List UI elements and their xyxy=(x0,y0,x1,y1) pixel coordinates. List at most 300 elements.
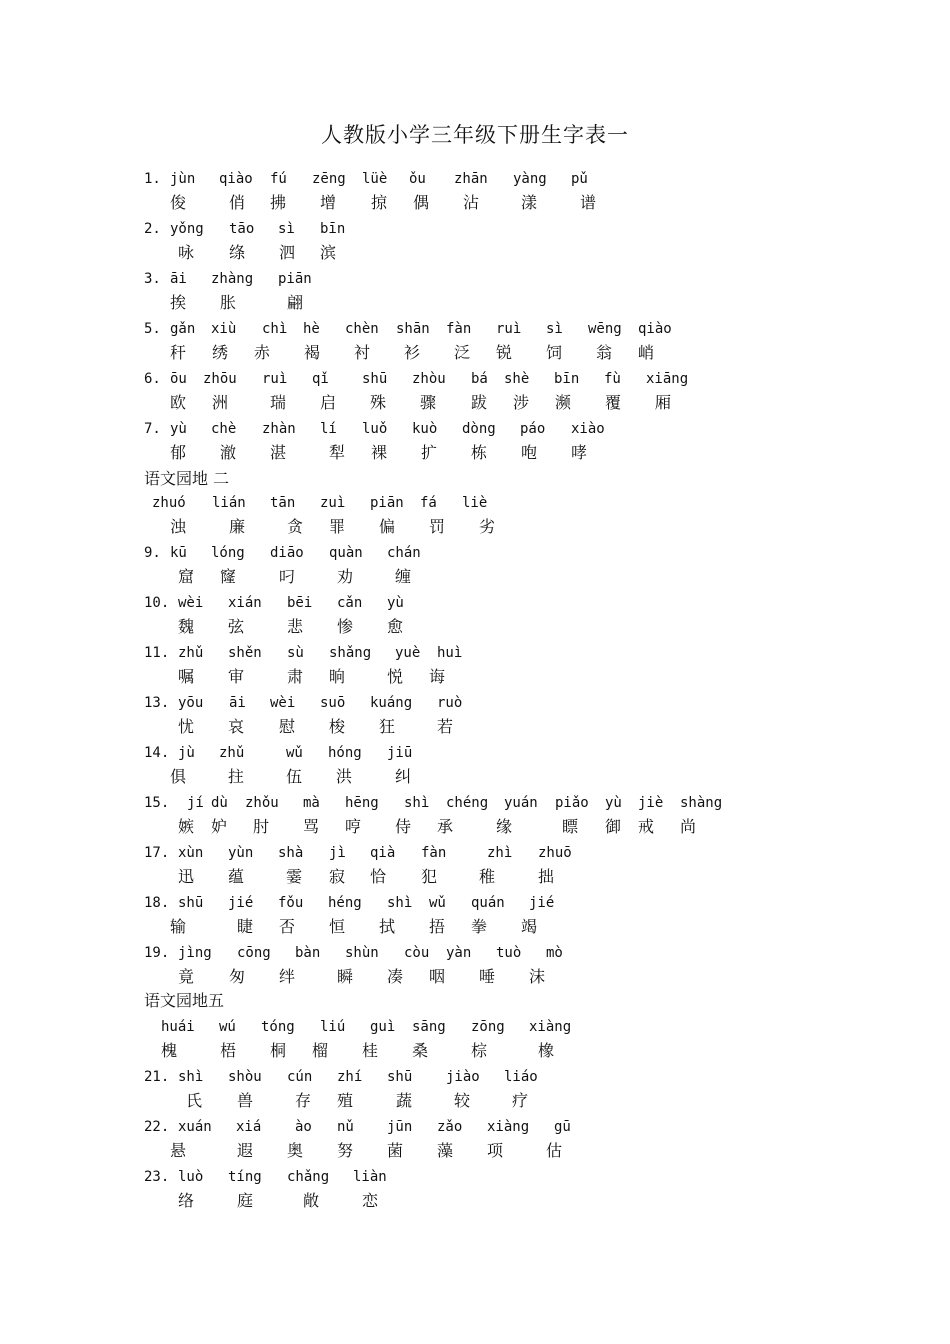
pinyin: wèi xyxy=(178,595,204,611)
character: 妒 xyxy=(211,817,228,836)
pinyin: jù xyxy=(178,745,195,761)
character-row xyxy=(0,1139,950,1163)
pinyin-row xyxy=(0,167,950,191)
pinyin: jiè xyxy=(638,795,664,811)
pinyin: guì xyxy=(370,1019,396,1035)
character: 翩 xyxy=(287,293,304,312)
pinyin-row xyxy=(0,317,950,341)
pinyin: piān xyxy=(278,271,312,287)
pinyin: kuò xyxy=(412,421,438,437)
pinyin: xiá xyxy=(236,1119,262,1135)
pinyin: ruì xyxy=(262,371,288,387)
lesson-number: 10. xyxy=(144,595,170,611)
pinyin-row xyxy=(0,841,950,865)
pinyin: sāng xyxy=(412,1019,446,1035)
pinyin: zhì xyxy=(487,845,513,861)
character: 殖 xyxy=(337,1091,354,1110)
character: 廉 xyxy=(229,517,246,536)
pinyin: shì xyxy=(404,795,430,811)
character: 厢 xyxy=(655,393,672,412)
pinyin: fú xyxy=(270,171,287,187)
character-row xyxy=(0,191,950,215)
character: 衬 xyxy=(354,343,371,362)
character: 努 xyxy=(337,1141,354,1160)
character: 瑞 xyxy=(270,393,287,412)
character: 魏 xyxy=(178,617,195,636)
pinyin: pǔ xyxy=(571,171,588,187)
character: 存 xyxy=(295,1091,312,1110)
character: 拙 xyxy=(538,867,555,886)
pinyin: fá xyxy=(420,495,437,511)
pinyin-row xyxy=(0,1165,950,1189)
pinyin: xiāng xyxy=(646,371,689,387)
pinyin: suō xyxy=(320,695,346,711)
character: 捂 xyxy=(429,917,446,936)
pinyin: zhān xyxy=(454,171,488,187)
pinyin: yuè xyxy=(395,645,421,661)
pinyin: wǔ xyxy=(286,745,303,761)
pinyin: zhǒu xyxy=(245,795,279,811)
pinyin: tuò xyxy=(496,945,522,961)
section-title: 语文园地 二 xyxy=(144,469,230,488)
pinyin: shì xyxy=(178,1069,204,1085)
character: 棕 xyxy=(471,1041,488,1060)
character: 绣 xyxy=(212,343,229,362)
character-row xyxy=(0,665,950,689)
pinyin: hóng xyxy=(328,745,362,761)
character-row xyxy=(0,615,950,639)
pinyin: xiù xyxy=(211,321,237,337)
pinyin: shòu xyxy=(228,1069,262,1085)
pinyin: sì xyxy=(546,321,563,337)
pinyin: tóng xyxy=(261,1019,295,1035)
pinyin: luò xyxy=(178,1169,204,1185)
lesson-number: 19. xyxy=(144,945,170,961)
pinyin: páo xyxy=(520,421,546,437)
pinyin: yù xyxy=(170,421,187,437)
character: 惨 xyxy=(337,617,354,636)
character: 蔬 xyxy=(396,1091,413,1110)
character: 承 xyxy=(437,817,454,836)
character: 叼 xyxy=(279,567,296,586)
pinyin: qià xyxy=(370,845,396,861)
pinyin: lüè xyxy=(362,171,388,187)
character: 纠 xyxy=(395,767,412,786)
character: 迅 xyxy=(178,867,195,886)
pinyin: zhōu xyxy=(203,371,237,387)
pinyin: xùn xyxy=(178,845,204,861)
pinyin: wú xyxy=(219,1019,236,1035)
pinyin-row xyxy=(0,1015,950,1039)
character: 绊 xyxy=(279,967,296,986)
character: 庭 xyxy=(237,1191,254,1210)
character: 骂 xyxy=(303,817,320,836)
pinyin: zhǔ xyxy=(219,745,245,761)
character: 诲 xyxy=(429,667,446,686)
character-row xyxy=(0,715,950,739)
character: 慰 xyxy=(279,717,296,736)
pinyin: wǔ xyxy=(429,895,446,911)
pinyin: ào xyxy=(295,1119,312,1135)
pinyin: āi xyxy=(229,695,246,711)
character: 拭 xyxy=(379,917,396,936)
pinyin: yù xyxy=(387,595,404,611)
pinyin: chǎng xyxy=(287,1169,330,1185)
lesson-number: 13. xyxy=(144,695,170,711)
character: 审 xyxy=(228,667,245,686)
pinyin: shàng xyxy=(680,795,723,811)
character: 若 xyxy=(437,717,454,736)
pinyin: liàn xyxy=(353,1169,387,1185)
character: 哼 xyxy=(345,817,362,836)
character: 泛 xyxy=(454,343,471,362)
lesson-number: 6. xyxy=(144,371,161,387)
pinyin: qǐ xyxy=(312,371,329,387)
character: 窿 xyxy=(220,567,237,586)
pinyin: yàng xyxy=(513,171,547,187)
pinyin: nǔ xyxy=(337,1119,354,1135)
pinyin: còu xyxy=(404,945,430,961)
pinyin: shū xyxy=(178,895,204,911)
character: 项 xyxy=(487,1141,504,1160)
pinyin: xiào xyxy=(571,421,605,437)
character: 嫉 xyxy=(178,817,195,836)
character: 侍 xyxy=(395,817,412,836)
pinyin: cōng xyxy=(237,945,271,961)
character: 增 xyxy=(320,193,337,212)
character: 欧 xyxy=(170,393,187,412)
pinyin: sì xyxy=(278,221,295,237)
character: 郁 xyxy=(170,443,187,462)
pinyin: kuáng xyxy=(370,695,413,711)
character: 澈 xyxy=(220,443,237,462)
character: 胀 xyxy=(220,293,237,312)
pinyin: huì xyxy=(437,645,463,661)
pinyin-row xyxy=(0,941,950,965)
pinyin-row xyxy=(0,1065,950,1089)
character: 俏 xyxy=(229,193,246,212)
character: 稚 xyxy=(479,867,496,886)
character-row xyxy=(0,765,950,789)
pinyin: fàn xyxy=(421,845,447,861)
character: 悬 xyxy=(170,1141,187,1160)
character: 犁 xyxy=(329,443,346,462)
character: 嘱 xyxy=(178,667,195,686)
pinyin: bīn xyxy=(320,221,346,237)
pinyin-row xyxy=(0,741,950,765)
character: 偶 xyxy=(413,193,430,212)
pinyin: ruì xyxy=(496,321,522,337)
pinyin: xiàng xyxy=(487,1119,530,1135)
lesson-number: 23. xyxy=(144,1169,170,1185)
character: 翁 xyxy=(596,343,613,362)
pinyin-row xyxy=(0,591,950,615)
character: 谱 xyxy=(580,193,597,212)
character: 缠 xyxy=(395,567,412,586)
character: 沾 xyxy=(463,193,480,212)
character: 殊 xyxy=(370,393,387,412)
character: 赤 xyxy=(254,343,271,362)
character: 戒 xyxy=(638,817,655,836)
pinyin: dòng xyxy=(462,421,496,437)
pinyin: yùn xyxy=(228,845,254,861)
character: 竭 xyxy=(521,917,538,936)
character: 槐 xyxy=(161,1041,178,1060)
pinyin: zōng xyxy=(471,1019,505,1035)
pinyin: luǒ xyxy=(362,421,388,437)
character: 弦 xyxy=(228,617,245,636)
character: 滨 xyxy=(320,243,337,262)
character: 肘 xyxy=(253,817,270,836)
pinyin: shū xyxy=(362,371,388,387)
pinyin: zēng xyxy=(312,171,346,187)
character: 恰 xyxy=(370,867,387,886)
pinyin-row xyxy=(0,491,950,515)
character: 睫 xyxy=(237,917,254,936)
lesson-number: 3. xyxy=(144,271,161,287)
character: 涉 xyxy=(513,393,530,412)
pinyin: ōu xyxy=(170,371,187,387)
section-title: 语文园地五 xyxy=(144,991,225,1010)
character-row xyxy=(0,341,950,365)
lesson-number: 1. xyxy=(144,171,161,187)
character: 拄 xyxy=(228,767,245,786)
character: 劝 xyxy=(337,567,354,586)
pinyin: héng xyxy=(328,895,362,911)
character: 桑 xyxy=(412,1041,429,1060)
pinyin: jùn xyxy=(170,171,196,187)
pinyin: shān xyxy=(396,321,430,337)
section-heading xyxy=(0,989,950,1013)
lesson-number: 17. xyxy=(144,845,170,861)
character: 罪 xyxy=(329,517,346,536)
character: 栋 xyxy=(471,443,488,462)
pinyin: shì xyxy=(387,895,413,911)
pinyin: chéng xyxy=(446,795,489,811)
character: 伍 xyxy=(286,767,303,786)
pinyin: jì xyxy=(329,845,346,861)
character: 裸 xyxy=(371,443,388,462)
character: 洪 xyxy=(336,767,353,786)
character: 瞟 xyxy=(562,817,579,836)
pinyin: liú xyxy=(320,1019,346,1035)
character-row xyxy=(0,815,950,839)
pinyin: yuán xyxy=(504,795,538,811)
character: 兽 xyxy=(237,1091,254,1110)
character: 褐 xyxy=(304,343,321,362)
pinyin: shè xyxy=(504,371,530,387)
character: 疗 xyxy=(512,1091,529,1110)
character-row xyxy=(0,241,950,265)
character-row xyxy=(0,965,950,989)
pinyin: jūn xyxy=(387,1119,413,1135)
character: 橡 xyxy=(538,1041,555,1060)
character: 浊 xyxy=(170,517,187,536)
character: 恒 xyxy=(329,917,346,936)
page-title: 人教版小学三年级下册生字表一 xyxy=(321,123,629,147)
character: 饲 xyxy=(546,343,563,362)
character: 梭 xyxy=(329,717,346,736)
character: 氏 xyxy=(186,1091,203,1110)
character: 藻 xyxy=(437,1141,454,1160)
character-row xyxy=(0,1189,950,1213)
character: 狂 xyxy=(379,717,396,736)
pinyin: jié xyxy=(529,895,555,911)
pinyin: zhuō xyxy=(538,845,572,861)
pinyin: mà xyxy=(303,795,320,811)
pinyin: wēng xyxy=(588,321,622,337)
lesson-number: 11. xyxy=(144,645,170,661)
character: 唾 xyxy=(479,967,496,986)
character: 御 xyxy=(605,817,622,836)
pinyin: bá xyxy=(471,371,488,387)
character: 漾 xyxy=(521,193,538,212)
pinyin: hēng xyxy=(345,795,379,811)
pinyin: āi xyxy=(170,271,187,287)
character: 遐 xyxy=(237,1141,254,1160)
character: 悲 xyxy=(287,617,304,636)
character-row xyxy=(0,1089,950,1113)
pinyin: xuán xyxy=(178,1119,212,1135)
pinyin: lóng xyxy=(211,545,245,561)
pinyin: jìng xyxy=(178,945,212,961)
character: 哀 xyxy=(228,717,245,736)
pinyin-row xyxy=(0,1115,950,1139)
pinyin: piǎo xyxy=(555,795,589,811)
pinyin: liè xyxy=(462,495,488,511)
character: 俱 xyxy=(170,767,187,786)
pinyin-row xyxy=(0,541,950,565)
pinyin: shà xyxy=(278,845,304,861)
character: 菌 xyxy=(387,1141,404,1160)
pinyin: jié xyxy=(228,895,254,911)
character: 湛 xyxy=(270,443,287,462)
character: 绦 xyxy=(229,243,246,262)
pinyin: jí xyxy=(187,795,204,811)
pinyin: piān xyxy=(370,495,404,511)
pinyin: bīn xyxy=(554,371,580,387)
pinyin: fù xyxy=(604,371,621,387)
pinyin: jiào xyxy=(446,1069,480,1085)
character: 竟 xyxy=(178,967,195,986)
character: 锐 xyxy=(496,343,513,362)
character: 缘 xyxy=(496,817,513,836)
pinyin: qiào xyxy=(638,321,672,337)
pinyin: gū xyxy=(554,1119,571,1135)
pinyin: quàn xyxy=(329,545,363,561)
character: 挨 xyxy=(170,293,187,312)
pinyin-row xyxy=(0,791,950,815)
character: 启 xyxy=(320,393,337,412)
character: 峭 xyxy=(638,343,655,362)
character: 洲 xyxy=(212,393,229,412)
character-row xyxy=(0,441,950,465)
character: 咏 xyxy=(178,243,195,262)
pinyin: tāo xyxy=(229,221,255,237)
character: 扩 xyxy=(421,443,438,462)
character: 估 xyxy=(546,1141,563,1160)
character: 罚 xyxy=(429,517,446,536)
character: 窟 xyxy=(178,567,195,586)
pinyin: zhòu xyxy=(412,371,446,387)
character: 泗 xyxy=(279,243,296,262)
pinyin: liáo xyxy=(504,1069,538,1085)
lesson-number: 15. xyxy=(144,795,170,811)
pinyin: shǎng xyxy=(329,645,372,661)
character: 凑 xyxy=(387,967,404,986)
pinyin: diāo xyxy=(270,545,304,561)
pinyin: lí xyxy=(320,421,337,437)
character-row xyxy=(0,565,950,589)
pinyin: xiàng xyxy=(529,1019,572,1035)
pinyin-row xyxy=(0,417,950,441)
pinyin: zhàng xyxy=(211,271,254,287)
character: 桂 xyxy=(362,1041,379,1060)
character: 晌 xyxy=(329,667,346,686)
character: 濒 xyxy=(555,393,572,412)
character-row xyxy=(0,915,950,939)
character: 哮 xyxy=(571,443,588,462)
character: 衫 xyxy=(404,343,421,362)
pinyin-row xyxy=(0,891,950,915)
pinyin: cún xyxy=(287,1069,313,1085)
pinyin: ǒu xyxy=(409,171,426,187)
pinyin: zhí xyxy=(337,1069,363,1085)
pinyin: fàn xyxy=(446,321,472,337)
pinyin: yù xyxy=(605,795,622,811)
pinyin: xián xyxy=(228,595,262,611)
character: 输 xyxy=(170,917,187,936)
character: 否 xyxy=(279,917,296,936)
pinyin-row xyxy=(0,641,950,665)
lesson-number: 18. xyxy=(144,895,170,911)
pinyin: chèn xyxy=(345,321,379,337)
lesson-number: 5. xyxy=(144,321,161,337)
pinyin: zhǔ xyxy=(178,645,204,661)
character: 沫 xyxy=(529,967,546,986)
pinyin: shěn xyxy=(228,645,262,661)
character: 榴 xyxy=(312,1041,329,1060)
pinyin: yǒng xyxy=(170,221,204,237)
pinyin: gǎn xyxy=(170,321,196,337)
character: 寂 xyxy=(329,867,346,886)
character: 跋 xyxy=(471,393,488,412)
character: 瞬 xyxy=(337,967,354,986)
lesson-number: 21. xyxy=(144,1069,170,1085)
lesson-number: 22. xyxy=(144,1119,170,1135)
pinyin: chè xyxy=(211,421,237,437)
lesson-number: 9. xyxy=(144,545,161,561)
character: 恋 xyxy=(362,1191,379,1210)
character: 悦 xyxy=(387,667,404,686)
lesson-number: 14. xyxy=(144,745,170,761)
character: 拂 xyxy=(270,193,287,212)
lesson-number: 2. xyxy=(144,221,161,237)
pinyin: shū xyxy=(387,1069,413,1085)
pinyin: dù xyxy=(211,795,228,811)
pinyin: zuì xyxy=(320,495,346,511)
character: 奥 xyxy=(287,1141,304,1160)
character: 俊 xyxy=(170,193,187,212)
pinyin: zhuó xyxy=(152,495,186,511)
character: 覆 xyxy=(605,393,622,412)
pinyin: cǎn xyxy=(337,595,363,611)
pinyin: wèi xyxy=(270,695,296,711)
pinyin: zǎo xyxy=(437,1119,463,1135)
pinyin: yàn xyxy=(446,945,472,961)
pinyin-row xyxy=(0,367,950,391)
pinyin: chán xyxy=(387,545,421,561)
